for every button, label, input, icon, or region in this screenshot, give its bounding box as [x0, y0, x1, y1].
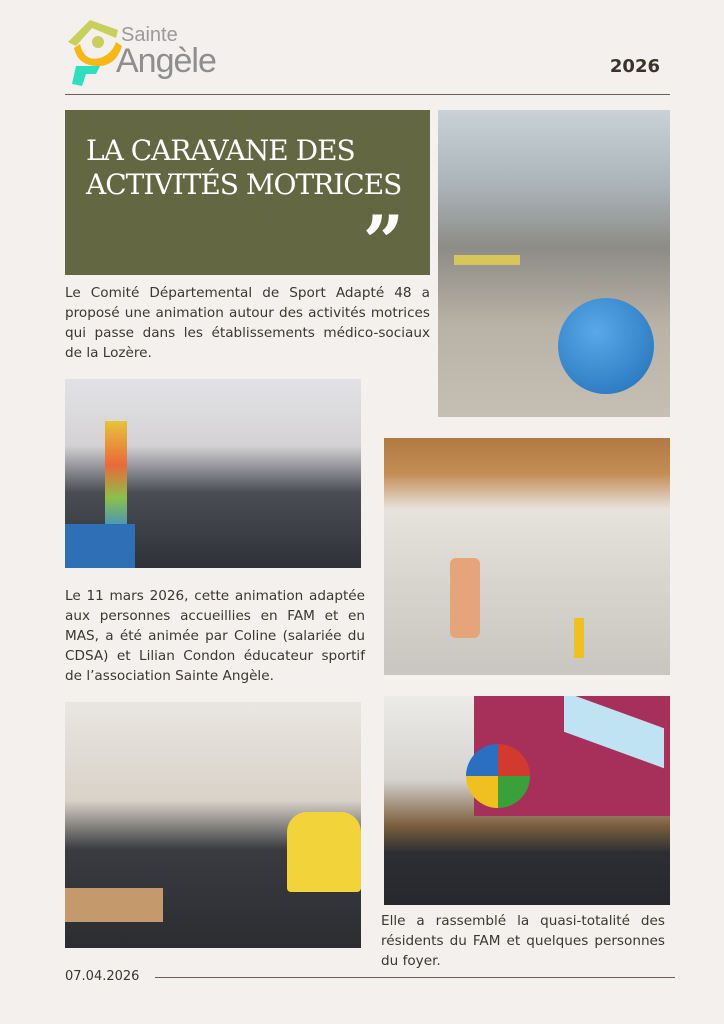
- photo-ball-game: [65, 702, 361, 948]
- closing-paragraph: Elle a rassemblé la quasi-totalité des résidents du FAM et quelques personnes du foyer.: [381, 913, 665, 969]
- exercise-ball: [558, 298, 654, 394]
- sainte-angele-logo: [66, 14, 226, 88]
- photo-hoops-cones: [384, 438, 670, 675]
- header-year: 2026: [609, 56, 660, 77]
- logo-text-angele: Angèle: [116, 42, 216, 80]
- bench: [454, 255, 520, 265]
- intro-paragraph: Le Comité Départemental de Sport Adapté 48 a proposé une animation autour des activités motrices qui passe dans les établissements médico-sociaux de la Lozère.: [65, 285, 430, 361]
- participant-yellow: [287, 812, 361, 892]
- event-paragraph: Le 11 mars 2026, cette animation adaptée aux personnes accueillies en FAM et en MAS, a été animée par Coline (salariée du CDSA) et Lilian Condon éducateur sportif de l’association Sainte Angèle.: [65, 588, 365, 684]
- article-title: LA CARAVANE DES ACTIVITÉS MOTRICES: [86, 134, 402, 201]
- header-divider: [65, 94, 670, 95]
- photo-wheel-game: [384, 696, 670, 905]
- title-box: [65, 110, 430, 284]
- foam-blocks: [65, 524, 135, 568]
- cone: [574, 618, 584, 658]
- wooden-ramp: [65, 888, 163, 922]
- photo-veranda-bowling: [438, 110, 670, 417]
- footer-divider: [155, 977, 675, 978]
- photo-blocks-activity: [65, 379, 361, 568]
- quote-mark-icon: ”: [362, 199, 404, 284]
- footer-date: 07.04.2026: [65, 969, 140, 984]
- block-tower: [105, 421, 127, 531]
- logo-text-sainte: Sainte: [121, 24, 178, 46]
- participant: [450, 558, 480, 638]
- color-wheel: [466, 744, 530, 808]
